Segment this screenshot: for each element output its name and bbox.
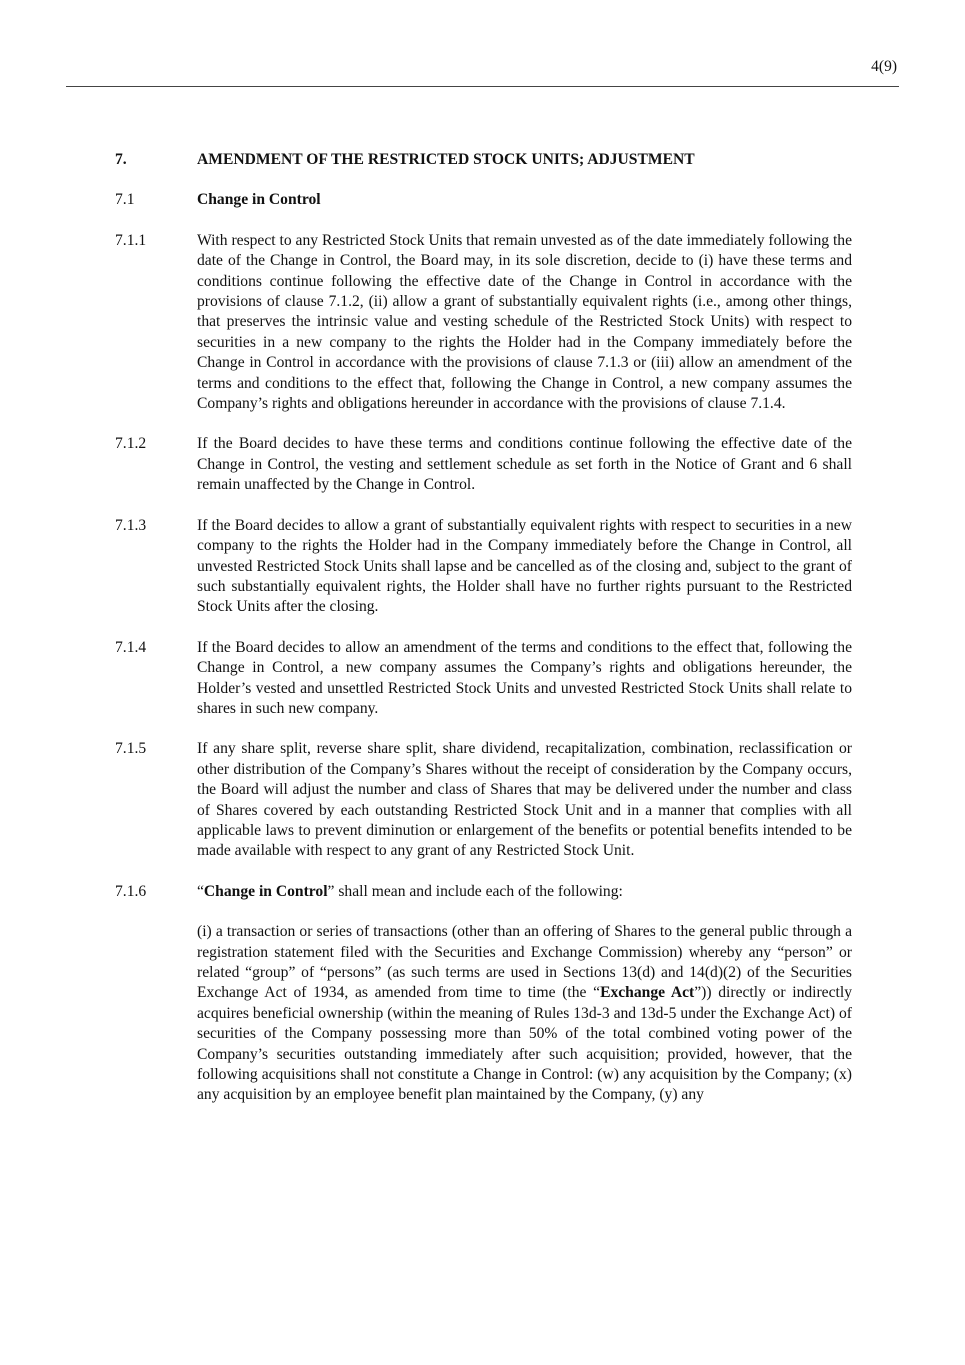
section-number: 7. <box>115 151 127 168</box>
definition-rest: ” shall mean and include each of the following: <box>327 882 623 900</box>
definition-item-i <box>197 922 852 1106</box>
clause <box>115 231 852 415</box>
clause-number: 7.1.4 <box>115 638 147 656</box>
clause-number: 7.1.1 <box>115 231 147 249</box>
clause-number: 7.1.6 <box>115 882 147 900</box>
clause-number: 7.1.3 <box>115 516 147 534</box>
clause-text: If any share split, reverse share split, share dividend, recapitalization, combination, reclassification or other distribution of the Company’s Shares without the receipt of consideration by the Company occurs, the Board will adjust the number and class of Shares that may be delivered under the number and class of Shares covered by each outstanding Restricted Stock Unit and in a manner that complies with all applicable laws to prevent diminution or enlargement of the benefits or potential benefits intended to be made available with respect to any grant of any Restricted Stock Unit. <box>197 740 852 860</box>
header-divider <box>66 86 899 87</box>
clause <box>115 434 852 495</box>
definition-text <box>197 882 852 902</box>
clause-number: 7.1.2 <box>115 435 147 453</box>
clause-text: If the Board decides to allow a grant of substantially equivalent rights with respect to securities in a new company to the rights the Holder had in the Company immediately before the Change in Control, all unvested Restricted Stock Units shall lapse and be cancelled as of the closing and, subject to the grant of such substantially equivalent rights, the Holder shall have no further rights pursuant to the Restricted Stock Units after the closing. <box>197 516 852 616</box>
section-title: AMENDMENT OF THE RESTRICTED STOCK UNITS; ADJUSTMENT <box>197 151 695 168</box>
clause-text: With respect to any Restricted Stock Units that remain unvested as of the date immediately following the date of the Change in Control, the Board may, in its sole discretion, decide to (i) have these terms and conditions continue following the effective date of the Change in Control in accordance with the provisions of clause 7.1.2, (ii) allow a grant of substantially equivalent rights (i.e., among other things, that preserves the intrinsic value and vesting schedule of the Restricted Stock Units) with respect to securities in a new company to the rights the Holder had in the Company immediately before the Change in Control in accordance with the provisions of clause 7.1.3 or (iii) allow an amendment of the terms and conditions to the effect that, following the Change in Control, a new company assumes the Company’s rights and obligations hereunder in accordance with the provisions of clause 7.1.4. <box>197 231 853 413</box>
defined-term-exchange-act: Exchange Act <box>600 984 695 1002</box>
clause-text: If the Board decides to have these terms and conditions continue following the effective date of the Change in Control, the vesting and settlement schedule as set forth in the Notice of Grant and 6 shall remain unaffected by the Change in Control. <box>197 435 852 494</box>
document-body <box>115 150 852 1106</box>
page-number: 4(9) <box>871 58 897 75</box>
clause-number: 7.1.5 <box>115 740 147 758</box>
clause <box>115 638 852 720</box>
clause-text: If the Board decides to allow an amendment of the terms and conditions to the effect that, following the Change in Control, a new company assumes the Company’s rights and obligations hereunder, the Holder’s vested and unsettled Restricted Stock Units and unvested Restricted Stock Units shall relate to shares in such new company. <box>197 638 852 717</box>
subsection-number: 7.1 <box>115 191 135 209</box>
subsection-title: Change in Control <box>197 191 321 209</box>
open-quote: “ <box>197 882 204 900</box>
subsection-heading <box>115 190 852 210</box>
item-i-part2: ”)) directly or indirectly acquires beneficial ownership (within the meaning of Rules 13d-3 and 13d-5 under the Exchange Act) of securities of the Company possessing more than 50% of the total combined voting power of the Company’s securities outstanding immediately after such acquisition; provided, however, that the following acquisitions shall not constitute a Change in Control: (w) any acquisition by the Company; (x) any acquisition by an employee benefit plan maintained by the Company, (y) any <box>197 984 852 1104</box>
section-heading <box>115 150 852 170</box>
defined-term: Change in Control <box>203 882 328 900</box>
item-i-part1: (i) a transaction or series of transactions (other than an offering of Shares to the general public through a registration statement filed with the Securities and Exchange Commission) whereby any “person” or related “group” of “persons” (as such terms are used in Sections 13(d) and 14(d)(2) of the Securities Exchange Act of 1934, as amended from time to time (the “ <box>197 923 852 1002</box>
definition-clause <box>115 882 852 902</box>
clause <box>115 516 852 618</box>
clause <box>115 739 852 861</box>
